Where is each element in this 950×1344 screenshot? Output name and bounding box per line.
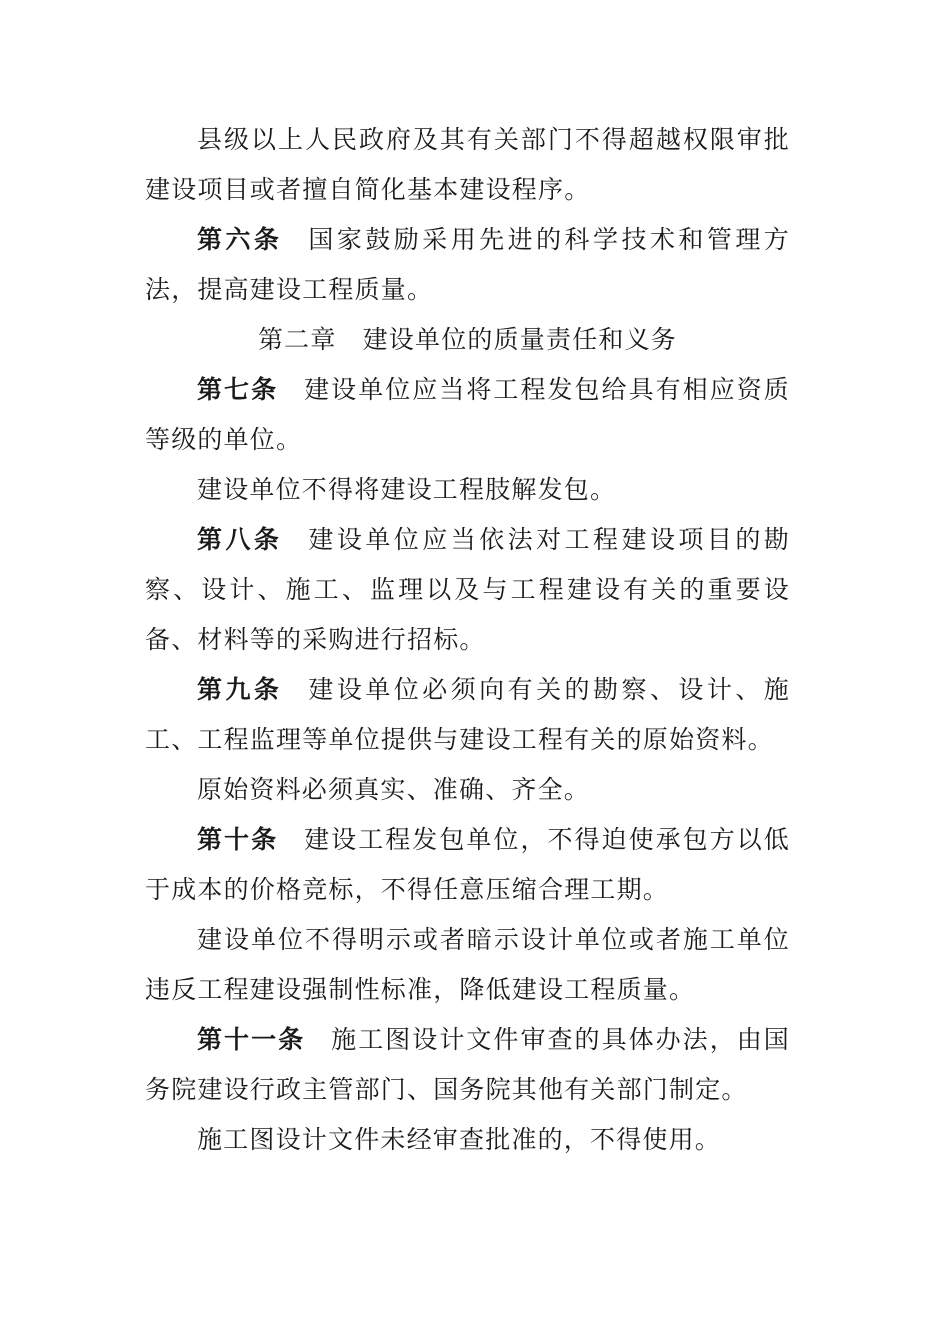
paragraph-text: 原始资料必须真实、准确、齐全。 xyxy=(197,775,591,804)
paragraph xyxy=(145,115,790,215)
article-heading: 第九条 xyxy=(197,675,283,704)
article-paragraph xyxy=(145,665,790,765)
article-heading: 第十条 xyxy=(197,825,279,854)
article-text: 建设单位应当将工程发包给具有相应资质等级的单位。 xyxy=(145,375,790,454)
chapter-title: 建设单位的质量责任和义务 xyxy=(362,325,677,354)
paragraph-text: 县级以上人民政府及其有关部门不得超越权限审批建设项目或者擅自简化基本建设程序。 xyxy=(145,125,790,204)
article-paragraph xyxy=(145,815,790,915)
article-text: 建设工程发包单位，不得迫使承包方以低于成本的价格竞标，不得任意压缩合理工期。 xyxy=(145,825,790,904)
article-text: 建设单位应当依法对工程建设项目的勘察、设计、施工、监理以及与工程建设有关的重要设备、材料等的采购进行招标。 xyxy=(145,525,790,654)
article-text: 国家鼓励采用先进的科学技术和管理方法，提高建设工程质量。 xyxy=(145,225,790,304)
paragraph xyxy=(145,465,790,515)
paragraph xyxy=(145,915,790,1015)
article-paragraph xyxy=(145,215,790,315)
paragraph xyxy=(145,1115,790,1165)
article-heading: 第十一条 xyxy=(197,1025,306,1054)
document-body xyxy=(145,115,790,1165)
article-text: 建设单位必须向有关的勘察、设计、施工、工程监理等单位提供与建设工程有关的原始资料。 xyxy=(145,675,790,754)
article-paragraph xyxy=(145,515,790,665)
paragraph-text: 施工图设计文件未经审查批准的，不得使用。 xyxy=(197,1125,722,1154)
paragraph-text: 建设单位不得明示或者暗示设计单位或者施工单位违反工程建设强制性标准，降低建设工程质量。 xyxy=(145,925,790,1004)
article-heading: 第六条 xyxy=(197,225,283,254)
article-paragraph xyxy=(145,1015,790,1115)
paragraph-text: 建设单位不得将建设工程肢解发包。 xyxy=(197,475,617,504)
chapter-heading xyxy=(145,315,790,365)
article-heading: 第八条 xyxy=(197,525,283,554)
article-text: 施工图设计文件审查的具体办法，由国务院建设行政主管部门、国务院其他有关部门制定。 xyxy=(145,1025,790,1104)
chapter-number: 第二章 xyxy=(257,325,337,354)
article-paragraph xyxy=(145,365,790,465)
article-heading: 第七条 xyxy=(197,375,279,404)
paragraph xyxy=(145,765,790,815)
